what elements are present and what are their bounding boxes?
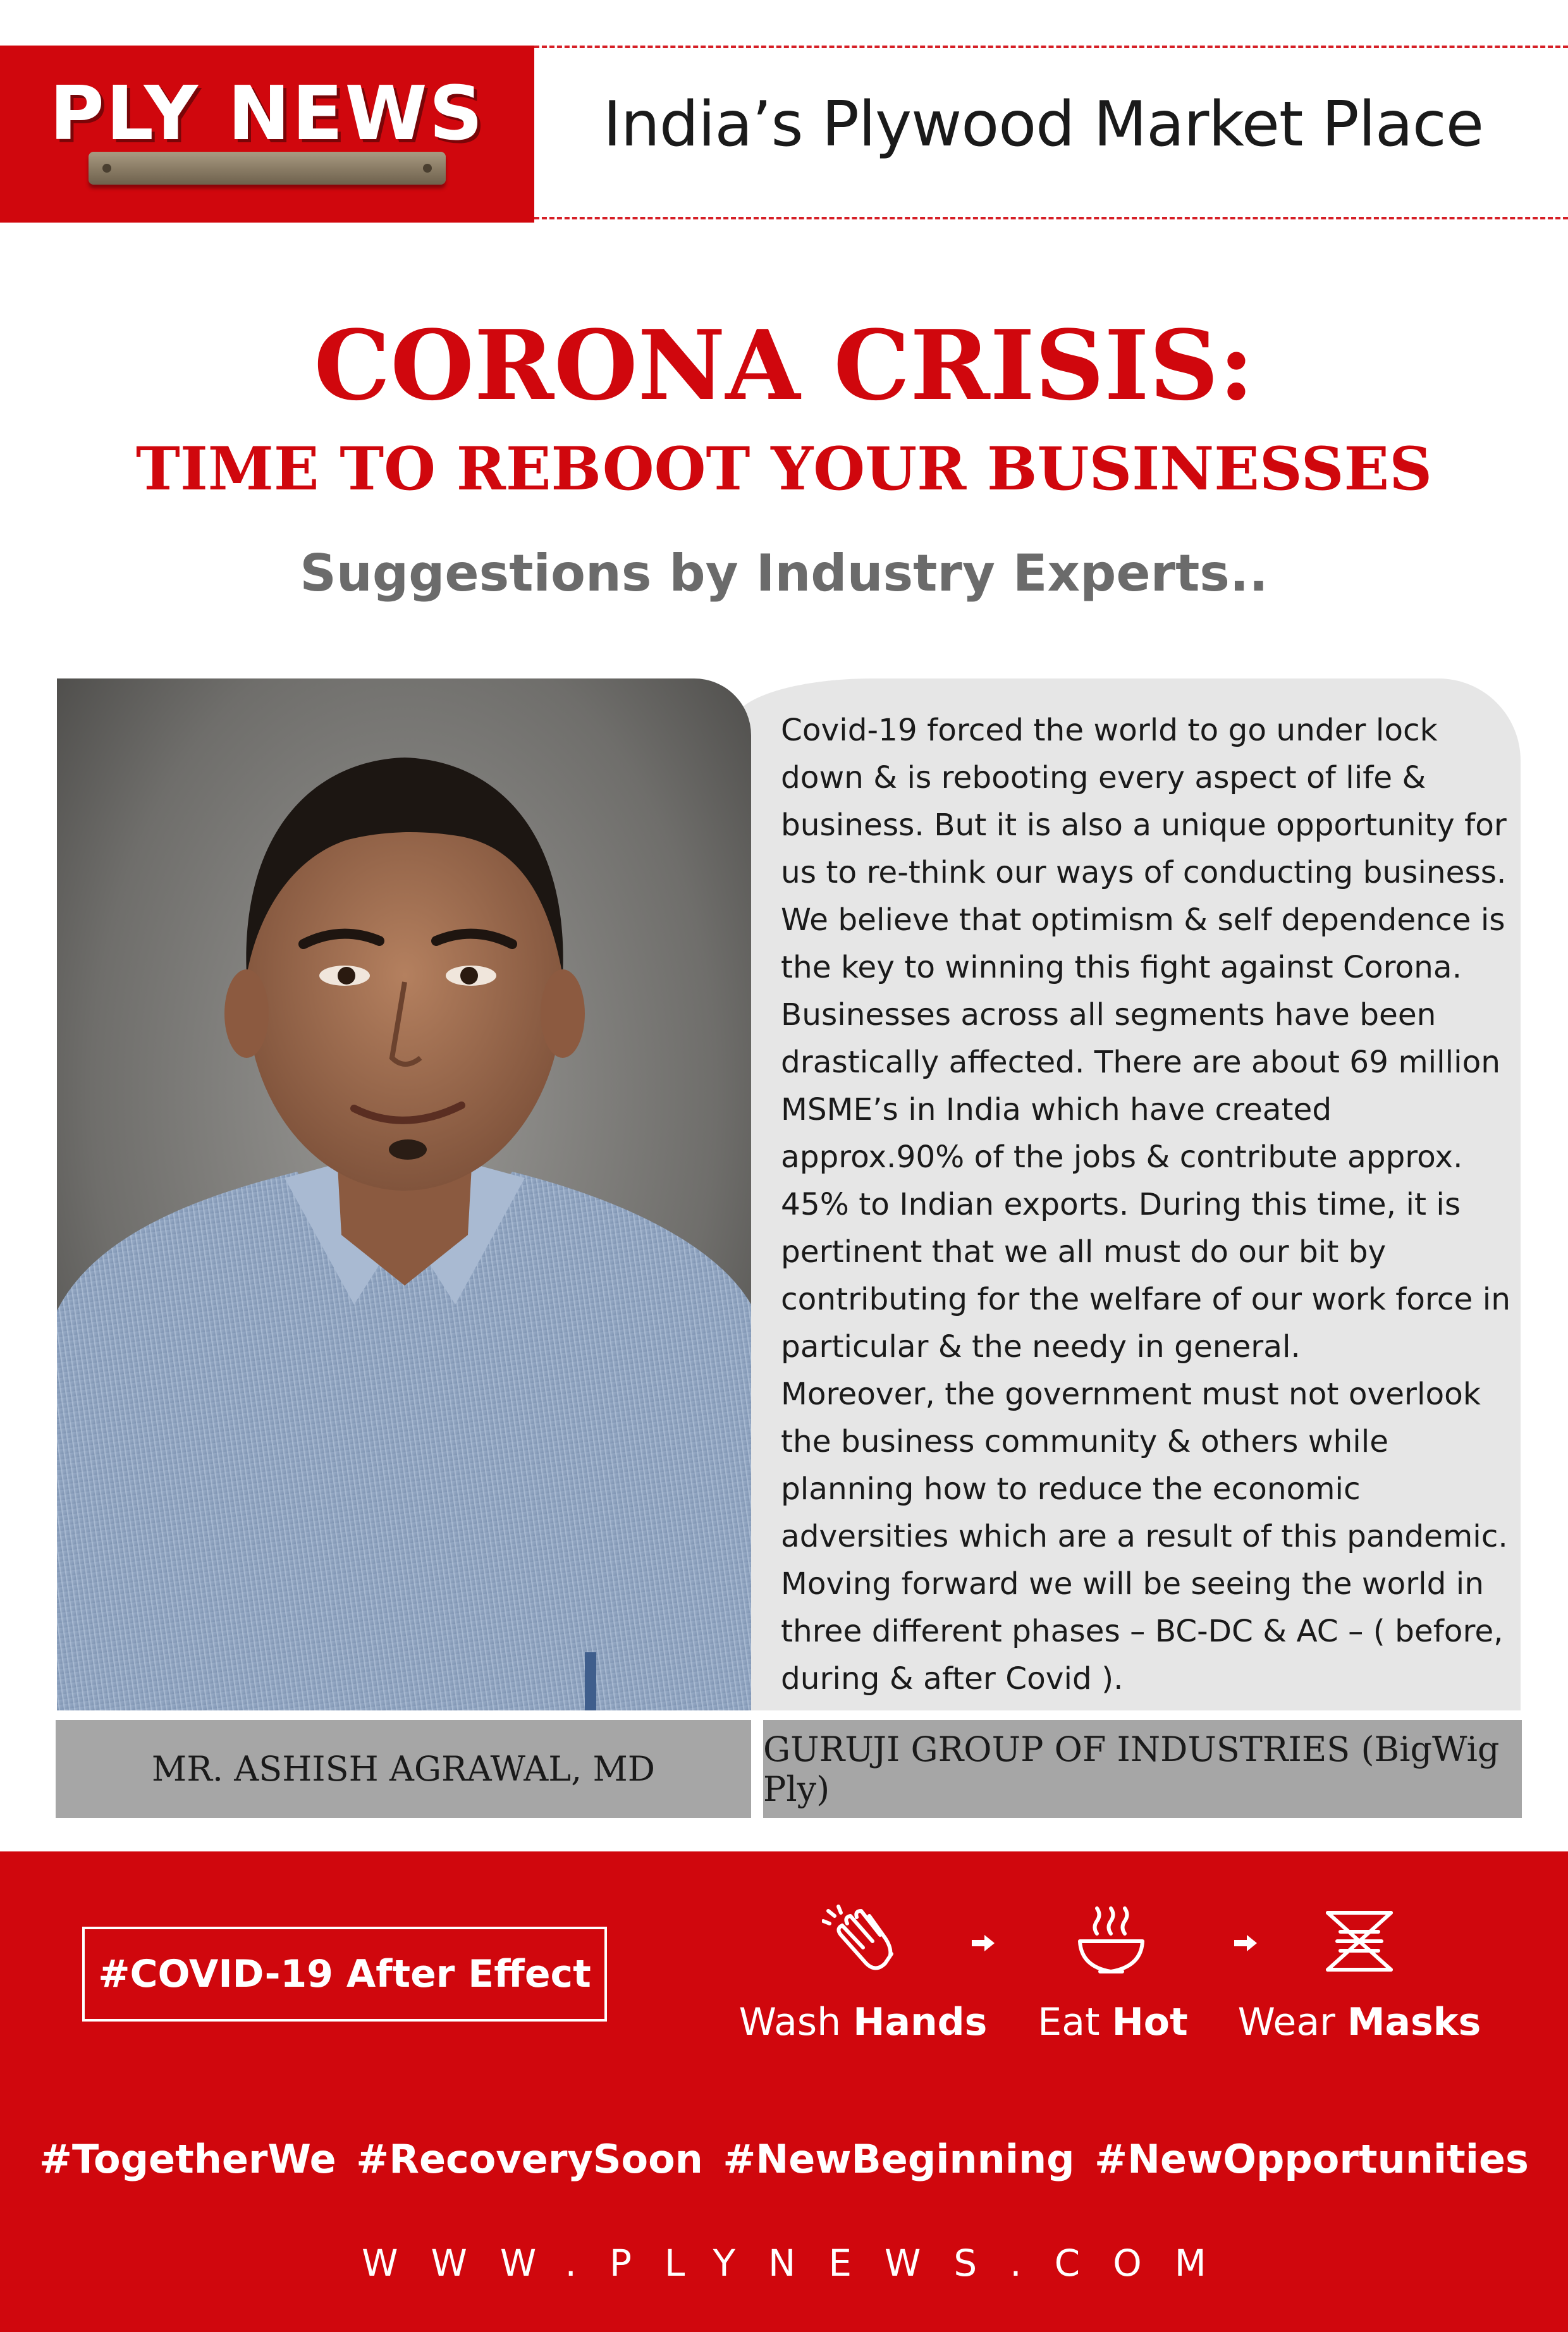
header-top-dashed-line <box>534 46 1568 48</box>
arrow-right-icon <box>1233 1934 1258 1953</box>
expert-name-bar <box>56 1720 751 1818</box>
article-paragraph: Moreover, the government must not overlook the business community & others while planning how to reduce the economic adversities which are a result of this pandemic. Moving forward we will be seeing the world in three different phases – BC-DC & AC – ( before, during & after Covid ). <box>781 1377 1508 1697</box>
nail-icon <box>423 164 432 173</box>
hashtags: #TogetherWe #RecoverySoon #NewBeginning #NewOpportunities <box>39 2136 1529 2182</box>
header-bottom-dashed-line <box>534 217 1568 219</box>
mask-icon <box>1321 1906 1397 1976</box>
headline-subtitle: TIME TO REBOOT YOUR BUSINESSES <box>135 434 1433 504</box>
step-wash-hands: Wash Hands <box>738 2000 988 2044</box>
logo-text: PLY NEWS <box>49 70 485 157</box>
company-name: GURUJI GROUP OF INDUSTRIES (BigWig Ply) <box>763 1729 1500 1809</box>
expert-portrait-photo <box>57 678 751 1710</box>
headline-title: CORONA CRISIS: <box>314 309 1254 422</box>
ply-news-logo[interactable] <box>0 46 534 223</box>
article-body <box>781 707 1514 1703</box>
covid-after-effect-tag: #COVID-19 After Effect <box>82 1927 607 2022</box>
company-name-bar <box>763 1720 1522 1818</box>
clapping-hands-icon <box>822 1903 904 1979</box>
arrow-right-icon <box>971 1934 996 1953</box>
nail-icon <box>102 164 111 173</box>
headline-kicker: Suggestions by Industry Experts.. <box>300 544 1268 603</box>
article-paragraph: Covid-19 forced the world to go under lock down & is rebooting every aspect of life & business. But it is also a unique opportunity for us to re-think our ways of conducting business. We believe that optimism & self dependence is the key to winning this fight against Corona. Businesses across all segments have been drastically affected. There are about 69 million MSME’s in India which have created approx.90% of the jobs & contribute approx. 45% to Indian exports. During this time, it is pertinent that we all must do our bit by contributing for the welfare of our work force in particular & the needy in general. <box>781 713 1510 1365</box>
expert-name: MR. ASHISH AGRAWAL, MD <box>151 1749 656 1789</box>
step-wear-masks: Wear Masks <box>1237 2000 1481 2044</box>
website-link[interactable]: WWW.PLYNEWS.COM <box>362 2242 1239 2285</box>
site-tagline: India’s Plywood Market Place <box>603 89 1484 161</box>
hot-bowl-icon <box>1075 1903 1148 1979</box>
step-eat-hot: Eat Hot <box>1038 2000 1188 2044</box>
